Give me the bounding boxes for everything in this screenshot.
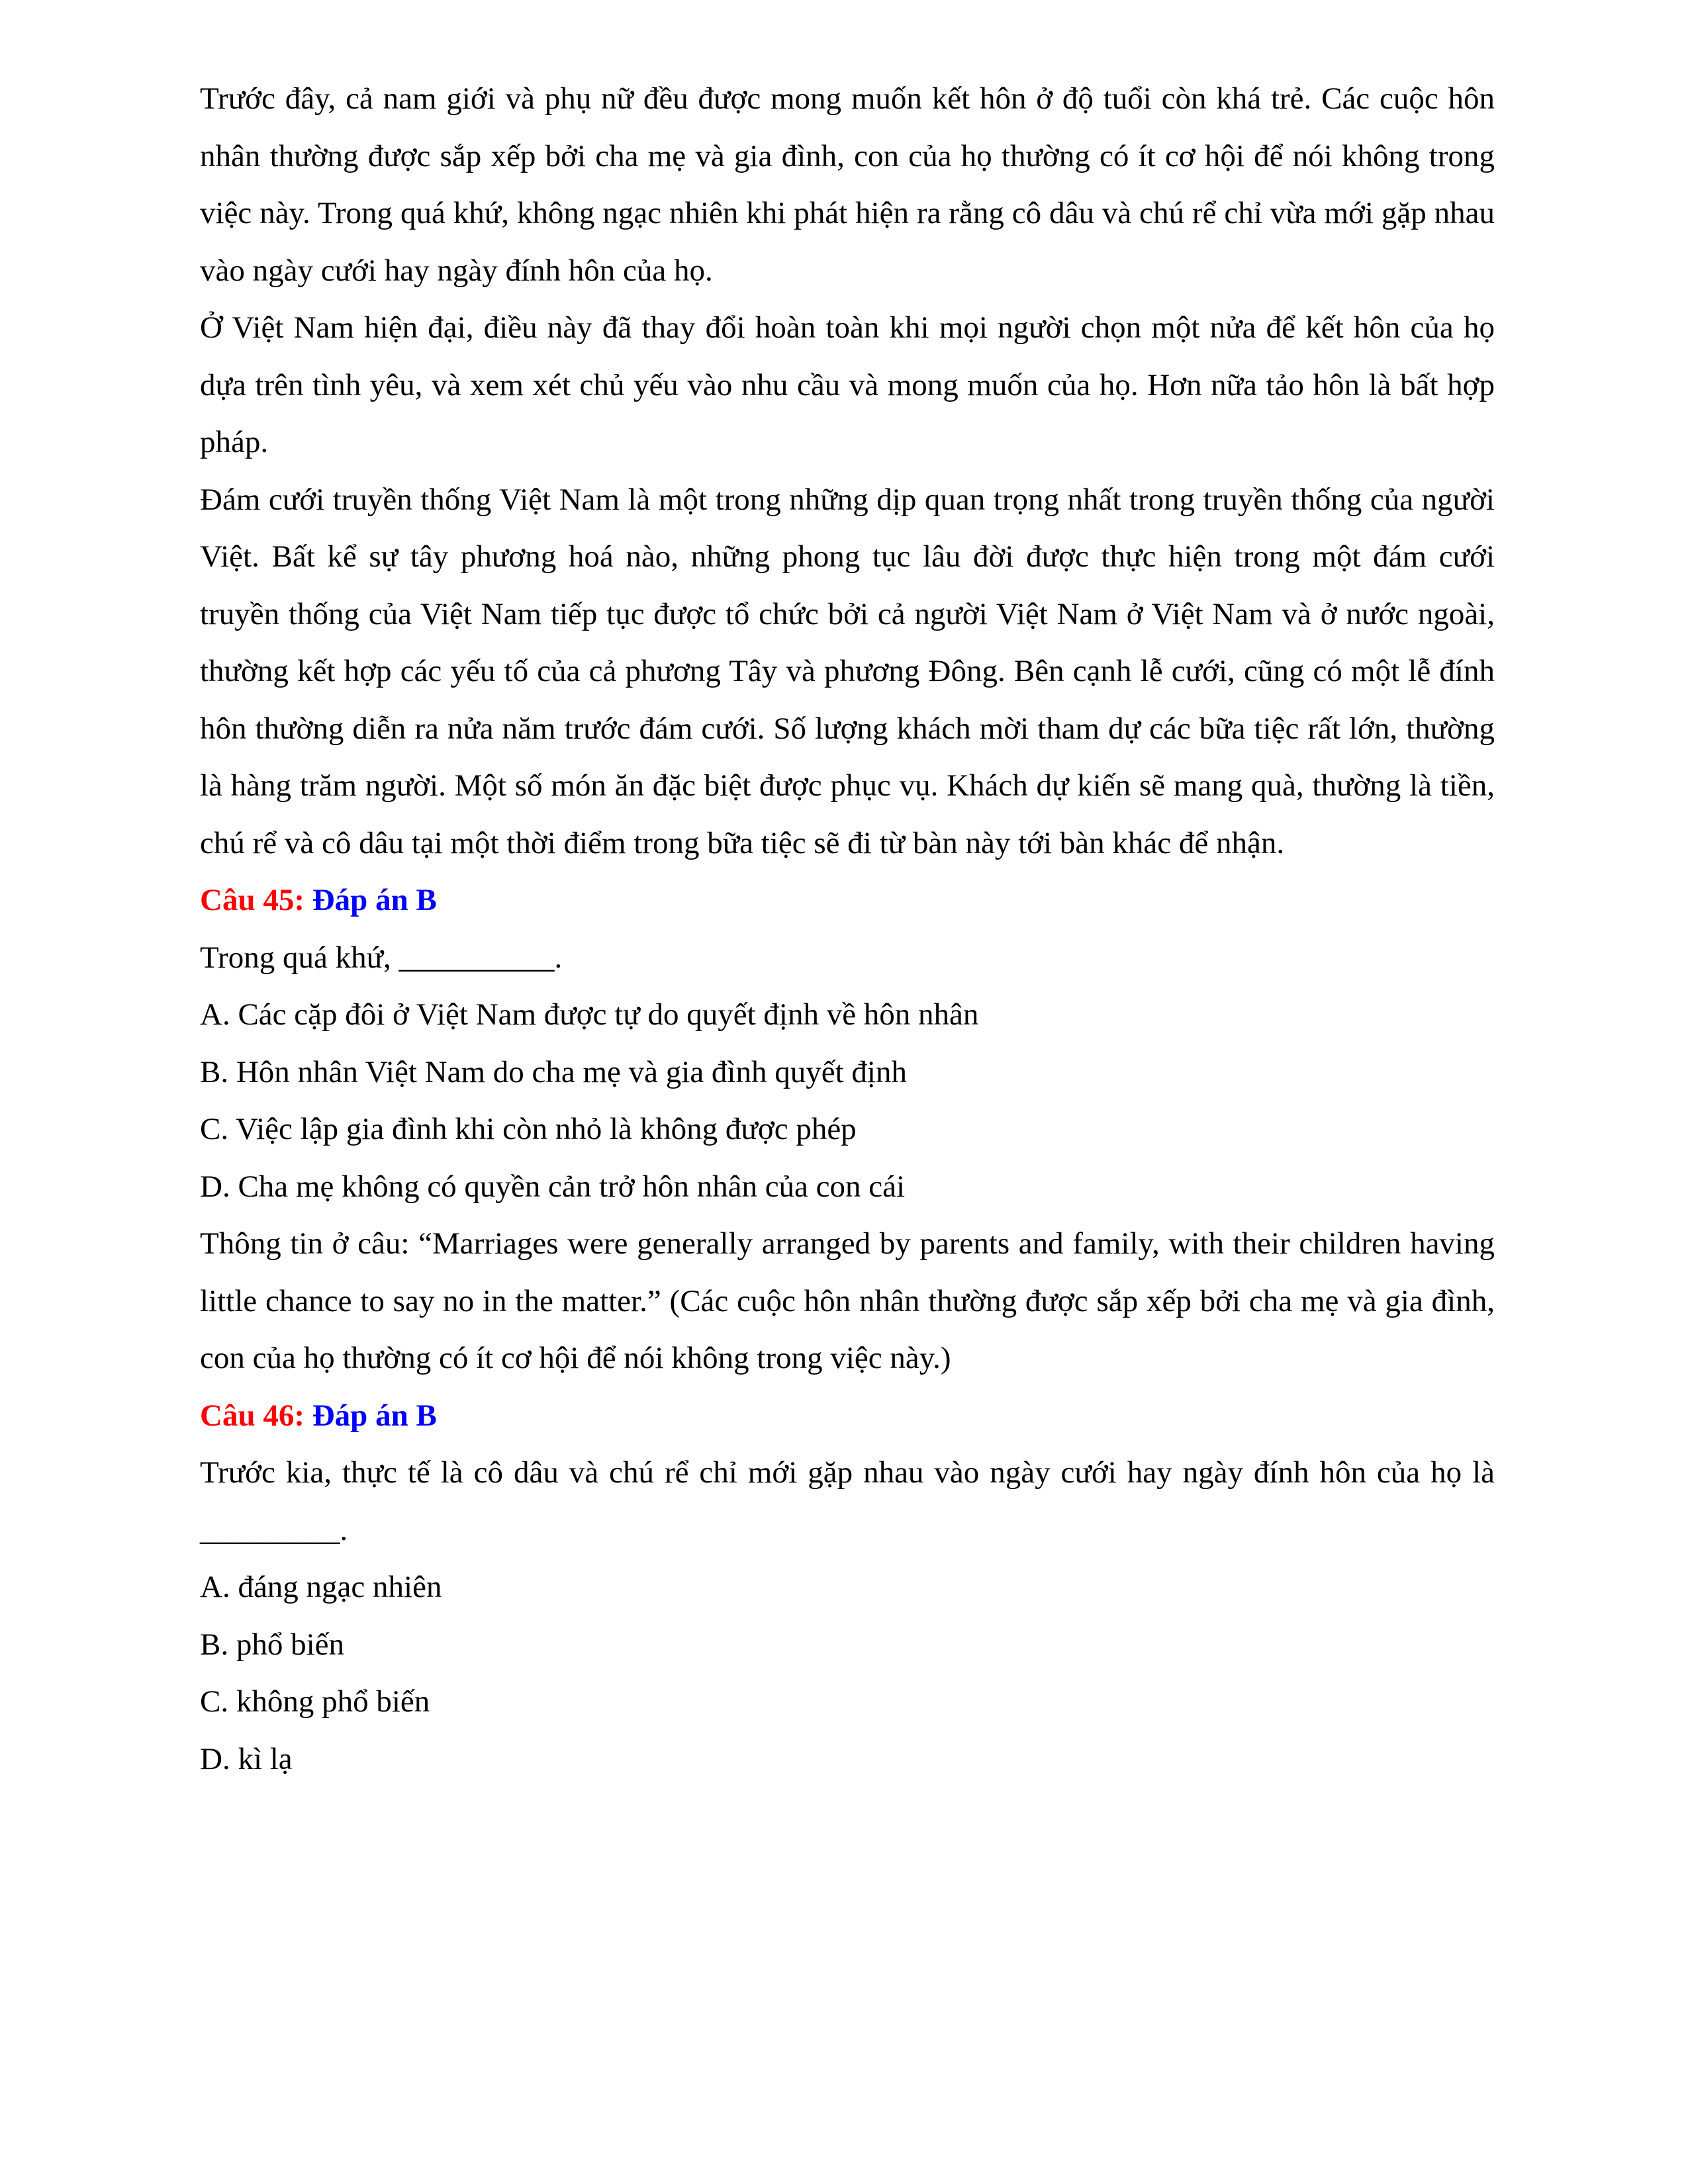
question-45-explanation: Thông tin ở câu: “Marriages were generally arranged by parents and family, with their children having little chance to say no in the matter.” (Các cuộc hôn nhân thường được sắp xếp bởi cha mẹ và gia đình, con của họ thường có ít cơ hội để nói không trong việc này.) (200, 1226, 1495, 1375)
question-46-answer: Đáp án B (312, 1398, 437, 1433)
reading-passage (200, 70, 1495, 872)
passage-paragraph-3: Đám cưới truyền thống Việt Nam là một trong những dịp quan trọng nhất trong truyền thống của người Việt. Bất kể sự tây phương hoá nào, những phong tục lâu đời được thực hiện trong một đám cưới truyền thống của Việt Nam tiếp tục được tổ chức bởi cả người Việt Nam ở Việt Nam và ở nước ngoài, thường kết hợp các yếu tố của cả phương Tây và phương Đông. Bên cạnh lễ cưới, cũng có một lễ đính hôn thường diễn ra nửa năm trước đám cưới. Số lượng khách mời tham dự các bữa tiệc rất lớn, thường là hàng trăm người. Một số món ăn đặc biệt được phục vụ. Khách dự kiến sẽ mang quà, thường là tiền, chú rể và cô dâu tại một thời điểm trong bữa tiệc sẽ đi từ bàn này tới bàn khác để nhận. (200, 482, 1495, 860)
question-46 (200, 1387, 1495, 1788)
question-45-option-d: D. Cha mẹ không có quyền cản trở hôn nhân của con cái (200, 1169, 906, 1204)
question-45-option-b: B. Hôn nhân Việt Nam do cha mẹ và gia đình quyết định (200, 1054, 907, 1089)
question-45-label: Câu 45: (200, 883, 305, 917)
question-45-heading (200, 872, 1495, 929)
passage-paragraph-1: Trước đây, cả nam giới và phụ nữ đều được mong muốn kết hôn ở độ tuổi còn khá trẻ. Các cuộc hôn nhân thường được sắp xếp bởi cha mẹ và gia đình, con của họ thường có ít cơ hội để nói không trong việc này. Trong quá khứ, không ngạc nhiên khi phát hiện ra rằng cô dâu và chú rể chỉ vừa mới gặp nhau vào ngày cưới hay ngày đính hôn của họ. (200, 81, 1495, 288)
document-page (200, 70, 1495, 1788)
question-46-option-a: A. đáng ngạc nhiên (200, 1570, 442, 1604)
question-45-option-c: C. Việc lập gia đình khi còn nhỏ là không được phép (200, 1112, 857, 1146)
question-45-option-a: A. Các cặp đôi ở Việt Nam được tự do quyết định về hôn nhân (200, 997, 979, 1032)
question-46-stem: Trước kia, thực tế là cô dâu và chú rể chỉ mới gặp nhau vào ngày cưới hay ngày đính hôn của họ là _________. (200, 1455, 1495, 1547)
question-45 (200, 872, 1495, 1387)
question-45-answer: Đáp án B (312, 883, 437, 917)
question-46-heading (200, 1387, 1495, 1445)
question-45-stem: Trong quá khứ, __________. (200, 940, 563, 975)
question-46-option-d: D. kì lạ (200, 1741, 293, 1776)
question-46-option-c: C. không phổ biến (200, 1684, 430, 1719)
passage-paragraph-2: Ở Việt Nam hiện đại, điều này đã thay đổi hoàn toàn khi mọi người chọn một nửa để kết hôn của họ dựa trên tình yêu, và xem xét chủ yếu vào nhu cầu và mong muốn của họ. Hơn nữa tảo hôn là bất hợp pháp. (200, 310, 1495, 459)
question-46-option-b: B. phổ biến (200, 1627, 345, 1662)
question-46-label: Câu 46: (200, 1398, 305, 1433)
